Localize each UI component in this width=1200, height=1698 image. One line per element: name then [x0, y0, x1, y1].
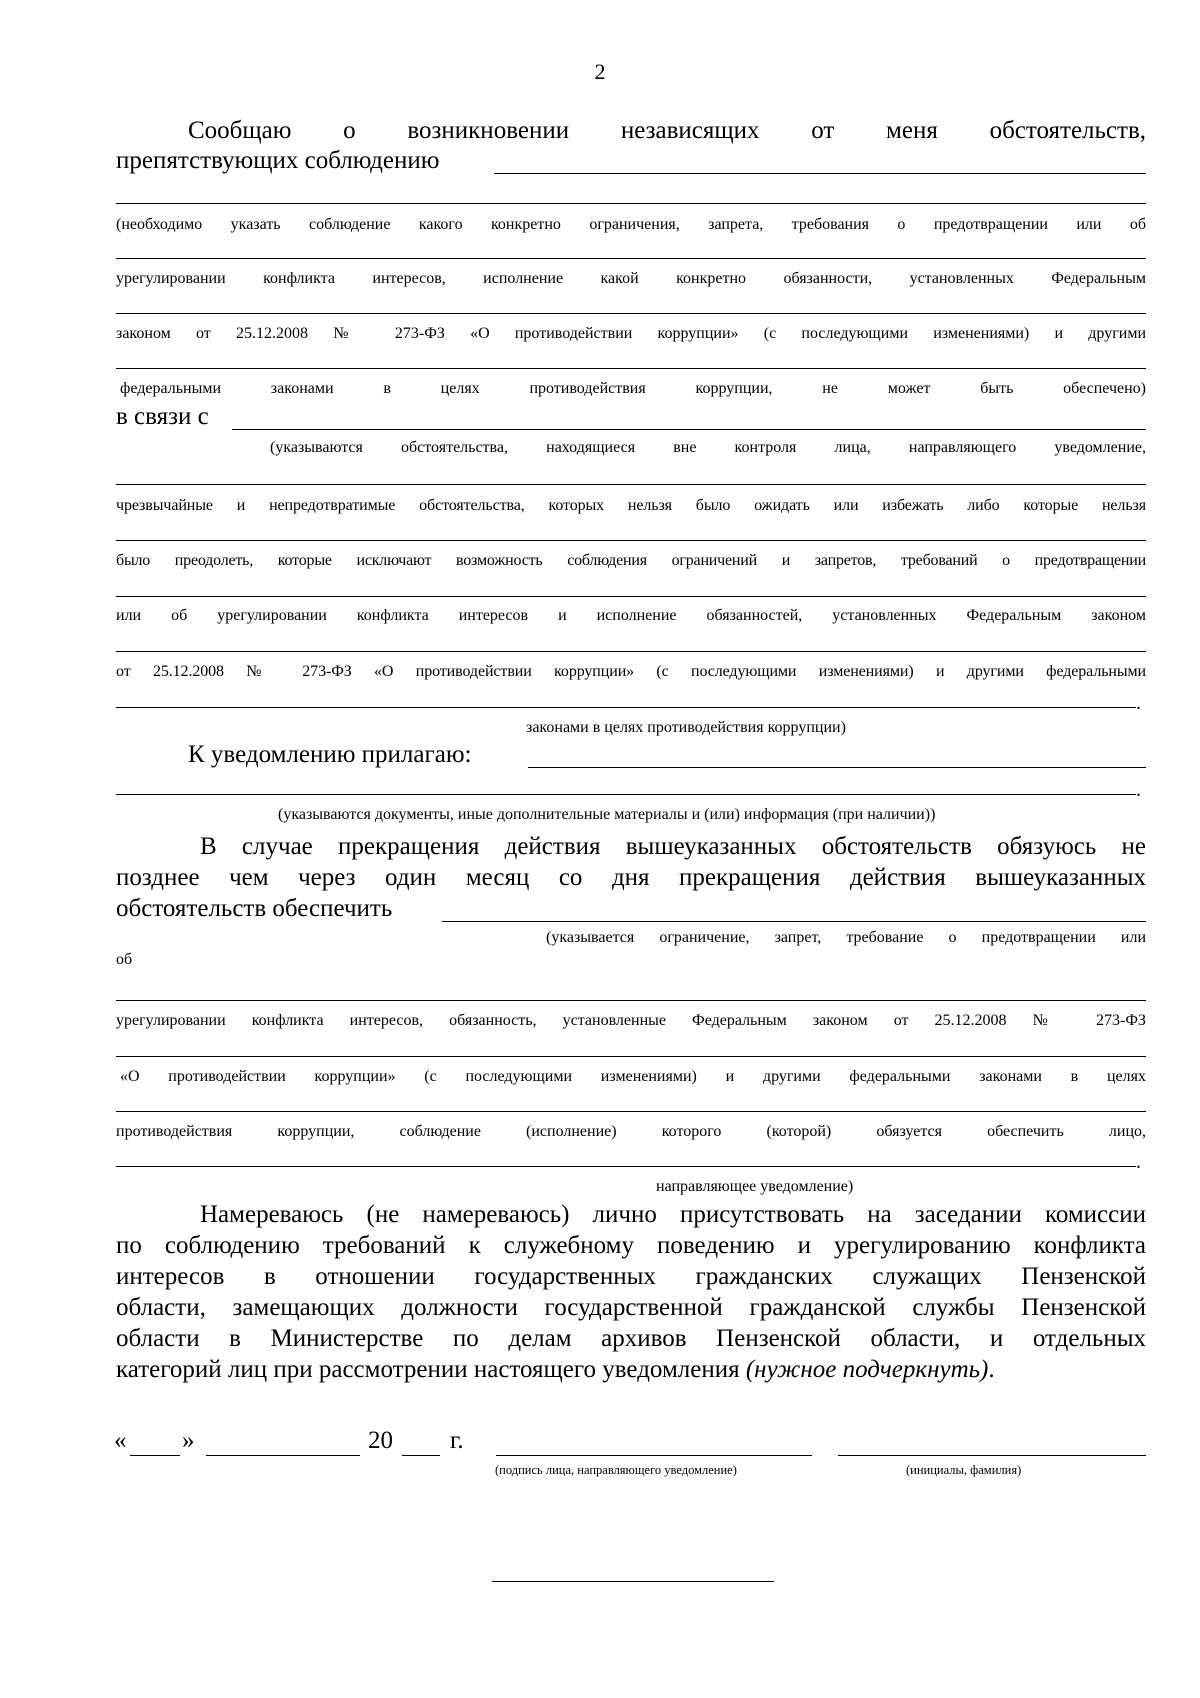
date-month-field[interactable]: [206, 1430, 360, 1456]
attachments-field-1[interactable]: [528, 742, 1146, 768]
name-caption: (инициалы, фамилия): [906, 1463, 1022, 1477]
obstacle-hint-3: законом от 25.12.2008 № 273-ФЗ «О противодействии коррупции» (с последующими изменениями) и другими: [116, 325, 1146, 342]
attachments-hint: (указываются документы, иные дополнительные материалы и (или) информация (при наличии)): [278, 806, 936, 823]
obstacle-field-4[interactable]: [116, 313, 1146, 314]
attendance-line-1: Намереваюсь (не намереваюсь) лично присутствовать на заседании комиссии: [200, 1201, 1146, 1228]
reason-field-3[interactable]: [116, 540, 1146, 541]
signature-field[interactable]: [496, 1430, 812, 1456]
attendance-line-6-text: категорий лиц при рассмотрении настоящего уведомления: [116, 1356, 740, 1383]
commitment-hint-2: об: [116, 951, 133, 968]
reason-period: .: [1136, 692, 1141, 714]
reason-hint-1: (указываются обстоятельства, находящиеся вне контроля лица, направляющего уведомление,: [270, 439, 1146, 456]
attachments-field-2[interactable]: [116, 794, 1136, 795]
obstacle-field-1[interactable]: [494, 148, 1146, 174]
commitment-line-3: обстоятельств обеспечить: [116, 895, 393, 922]
commitment-hint-3: урегулировании конфликта интересов, обязанность, установленные Федеральным законом от 25.12.2008 № 273-ФЗ: [116, 1012, 1146, 1029]
date-year-prefix: 20: [368, 1427, 393, 1454]
attachments-period: .: [1136, 779, 1141, 801]
date-year-suffix: г.: [450, 1427, 464, 1454]
reason-field-4[interactable]: [116, 596, 1146, 597]
commitment-hint-4: «О противодействии коррупции» (с последующими изменениями) и другими федеральными законами в целях: [120, 1068, 1146, 1085]
commitment-hint-1: (указывается ограничение, запрет, требование о предотвращении или: [546, 929, 1146, 946]
reason-label: в связи с: [116, 403, 209, 430]
attendance-line-2: по соблюдению требований к служебному поведению и урегулированию конфликта: [116, 1232, 1146, 1259]
obstacle-field-2[interactable]: [116, 203, 1146, 204]
commitment-field-2[interactable]: [116, 1000, 1146, 1001]
page-number: 2: [594, 59, 606, 84]
date-close-quote: »: [182, 1427, 195, 1454]
attendance-line-5: области в Министерстве по делам архивов Пензенской области, и отдельных: [116, 1325, 1146, 1352]
attachments-label: К уведомлению прилагаю:: [188, 741, 472, 768]
commitment-hint-6: направляющее уведомление): [656, 1178, 854, 1195]
attendance-line-6: [116, 1355, 995, 1385]
reason-hint-3: было преодолеть, которые исключают возможность соблюдения ограничений и запретов, требований о предотвращении: [116, 552, 1146, 569]
reason-field-1[interactable]: [232, 404, 1146, 430]
reason-hint-2: чрезвычайные и непредотвратимые обстоятельства, которых нельзя было ожидать или избежать либо которые нельзя: [116, 497, 1146, 514]
obstacle-field-3[interactable]: [116, 258, 1146, 259]
reason-field-6[interactable]: [116, 707, 1136, 708]
commitment-field-5[interactable]: [116, 1166, 1136, 1167]
obstacle-hint-1: (необходимо указать соблюдение какого конкретно ограничения, запрета, требования о предотвращении или об: [116, 216, 1146, 233]
commitment-field-4[interactable]: [116, 1111, 1146, 1112]
attendance-underline-hint: (нужное подчеркнуть): [745, 1356, 989, 1383]
attendance-line-4: области, замещающих должности государственной гражданской службы Пензенской: [116, 1294, 1146, 1321]
attendance-period: .: [988, 1356, 995, 1383]
obstacle-field-5[interactable]: [116, 368, 1146, 369]
reason-field-2[interactable]: [116, 484, 1146, 485]
attendance-line-3: интересов в отношении государственных гражданских служащих Пензенской: [116, 1263, 1146, 1290]
closing-divider: [492, 1581, 774, 1582]
signature-caption: (подпись лица, направляющего уведомление): [495, 1463, 737, 1477]
date-year-field[interactable]: [402, 1430, 440, 1456]
date-day-field[interactable]: [130, 1430, 180, 1456]
obstacle-hint-2: урегулировании конфликта интересов, исполнение какой конкретно обязанности, установленных Федеральным: [116, 270, 1146, 287]
reason-hint-5: от 25.12.2008 № 273-ФЗ «О противодействии коррупции» (с последующими изменениями) и другими федеральными: [116, 663, 1146, 680]
commitment-field-1[interactable]: [442, 896, 1146, 922]
notice-intro-line: Сообщаю о возникновении независящих от меня обстоятельств,: [188, 117, 1146, 144]
notice-intro-line-2: препятствующих соблюдению: [116, 147, 440, 174]
commitment-period: .: [1136, 1151, 1141, 1173]
reason-field-5[interactable]: [116, 651, 1146, 652]
commitment-hint-5: противодействия коррупции, соблюдение (исполнение) которого (которой) обязуется обеспечить лицо,: [116, 1123, 1146, 1140]
commitment-field-3[interactable]: [116, 1056, 1146, 1057]
reason-hint-6: законами в целях противодействия коррупции): [526, 719, 846, 736]
reason-hint-4: или об урегулировании конфликта интересов и исполнение обязанностей, установленных Федеральным законом: [116, 607, 1146, 624]
commitment-line-1: В случае прекращения действия вышеуказанных обстоятельств обязуюсь не: [200, 833, 1146, 860]
date-open-quote: «: [114, 1427, 127, 1454]
name-field[interactable]: [838, 1430, 1146, 1456]
obstacle-hint-4: федеральными законами в целях противодействия коррупции, не может быть обеспечено): [120, 380, 1146, 397]
commitment-line-2: позднее чем через один месяц со дня прекращения действия вышеуказанных: [116, 864, 1146, 891]
